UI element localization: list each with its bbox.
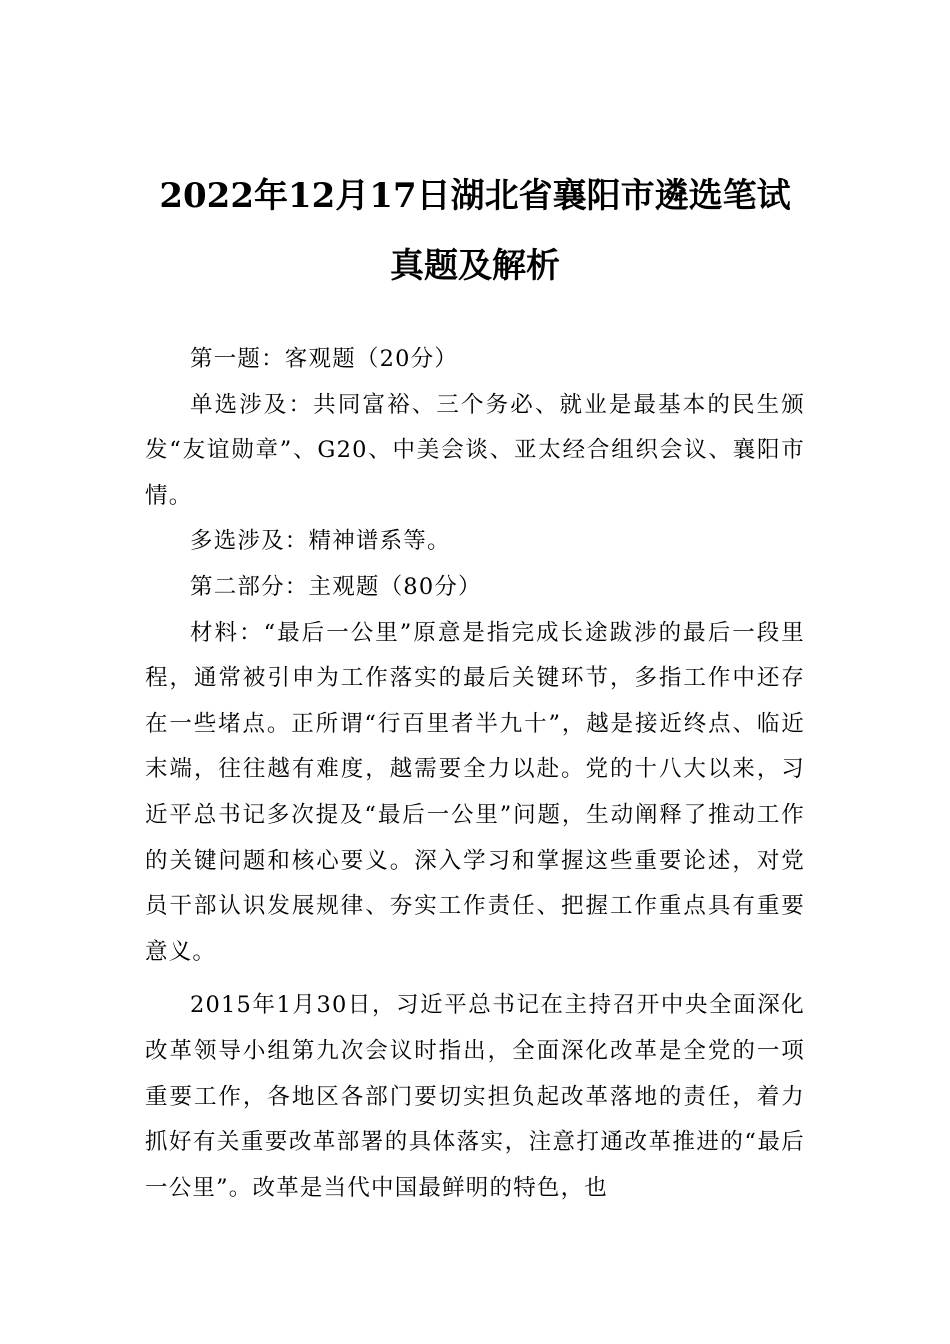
paragraph-multiple-choice: 多选涉及：精神谱系等。 <box>190 528 451 555</box>
paragraph-single-choice: 单选涉及：共同富裕、三个务必、就业是最基本的民生颁发“友谊勋章”、G20、中美会谈、亚太经合组织会议、襄阳市情。 <box>145 391 805 509</box>
section-heading-subjective: 第二部分：主观题（80分） <box>190 573 482 600</box>
paragraph-material: 材料：“最后一公里”原意是指完成长途跋涉的最后一段里程，通常被引申为工作落实的最后关键环节，多指工作中还存在一些堵点。正所谓“行百里者半九十”，越是接近终点、临近末端，往往越有难度，越需要全力以赴。党的十八大以来，习近平总书记多次提及“最后一公里”问题，生动阐释了推动工作的关键问题和核心要义。深入学习和掌握这些重要论述，对党员干部认识发展规律、夯实工作责任、把握工作重点具有重要意义。 <box>145 619 805 965</box>
document-title-line-1: 2022年12月17日湖北省襄阳市遴选笔试 <box>159 176 791 216</box>
document-body <box>145 337 805 1211</box>
document-title-line-2: 真题及解析 <box>390 246 560 286</box>
section-heading-objective: 第一题：客观题（20分） <box>190 346 459 372</box>
paragraph-2015: 2015年1月30日，习近平总书记在主持召开中央全面深化改革领导小组第九次会议时指出，全面深化改革是全党的一项重要工作，各地区各部门要切实担负起改革落地的责任，着力抓好有关重要改革部署的具体落实，注意打通改革推进的“最后一公里”。改革是当代中国最鲜明的特色，也 <box>145 992 805 1201</box>
